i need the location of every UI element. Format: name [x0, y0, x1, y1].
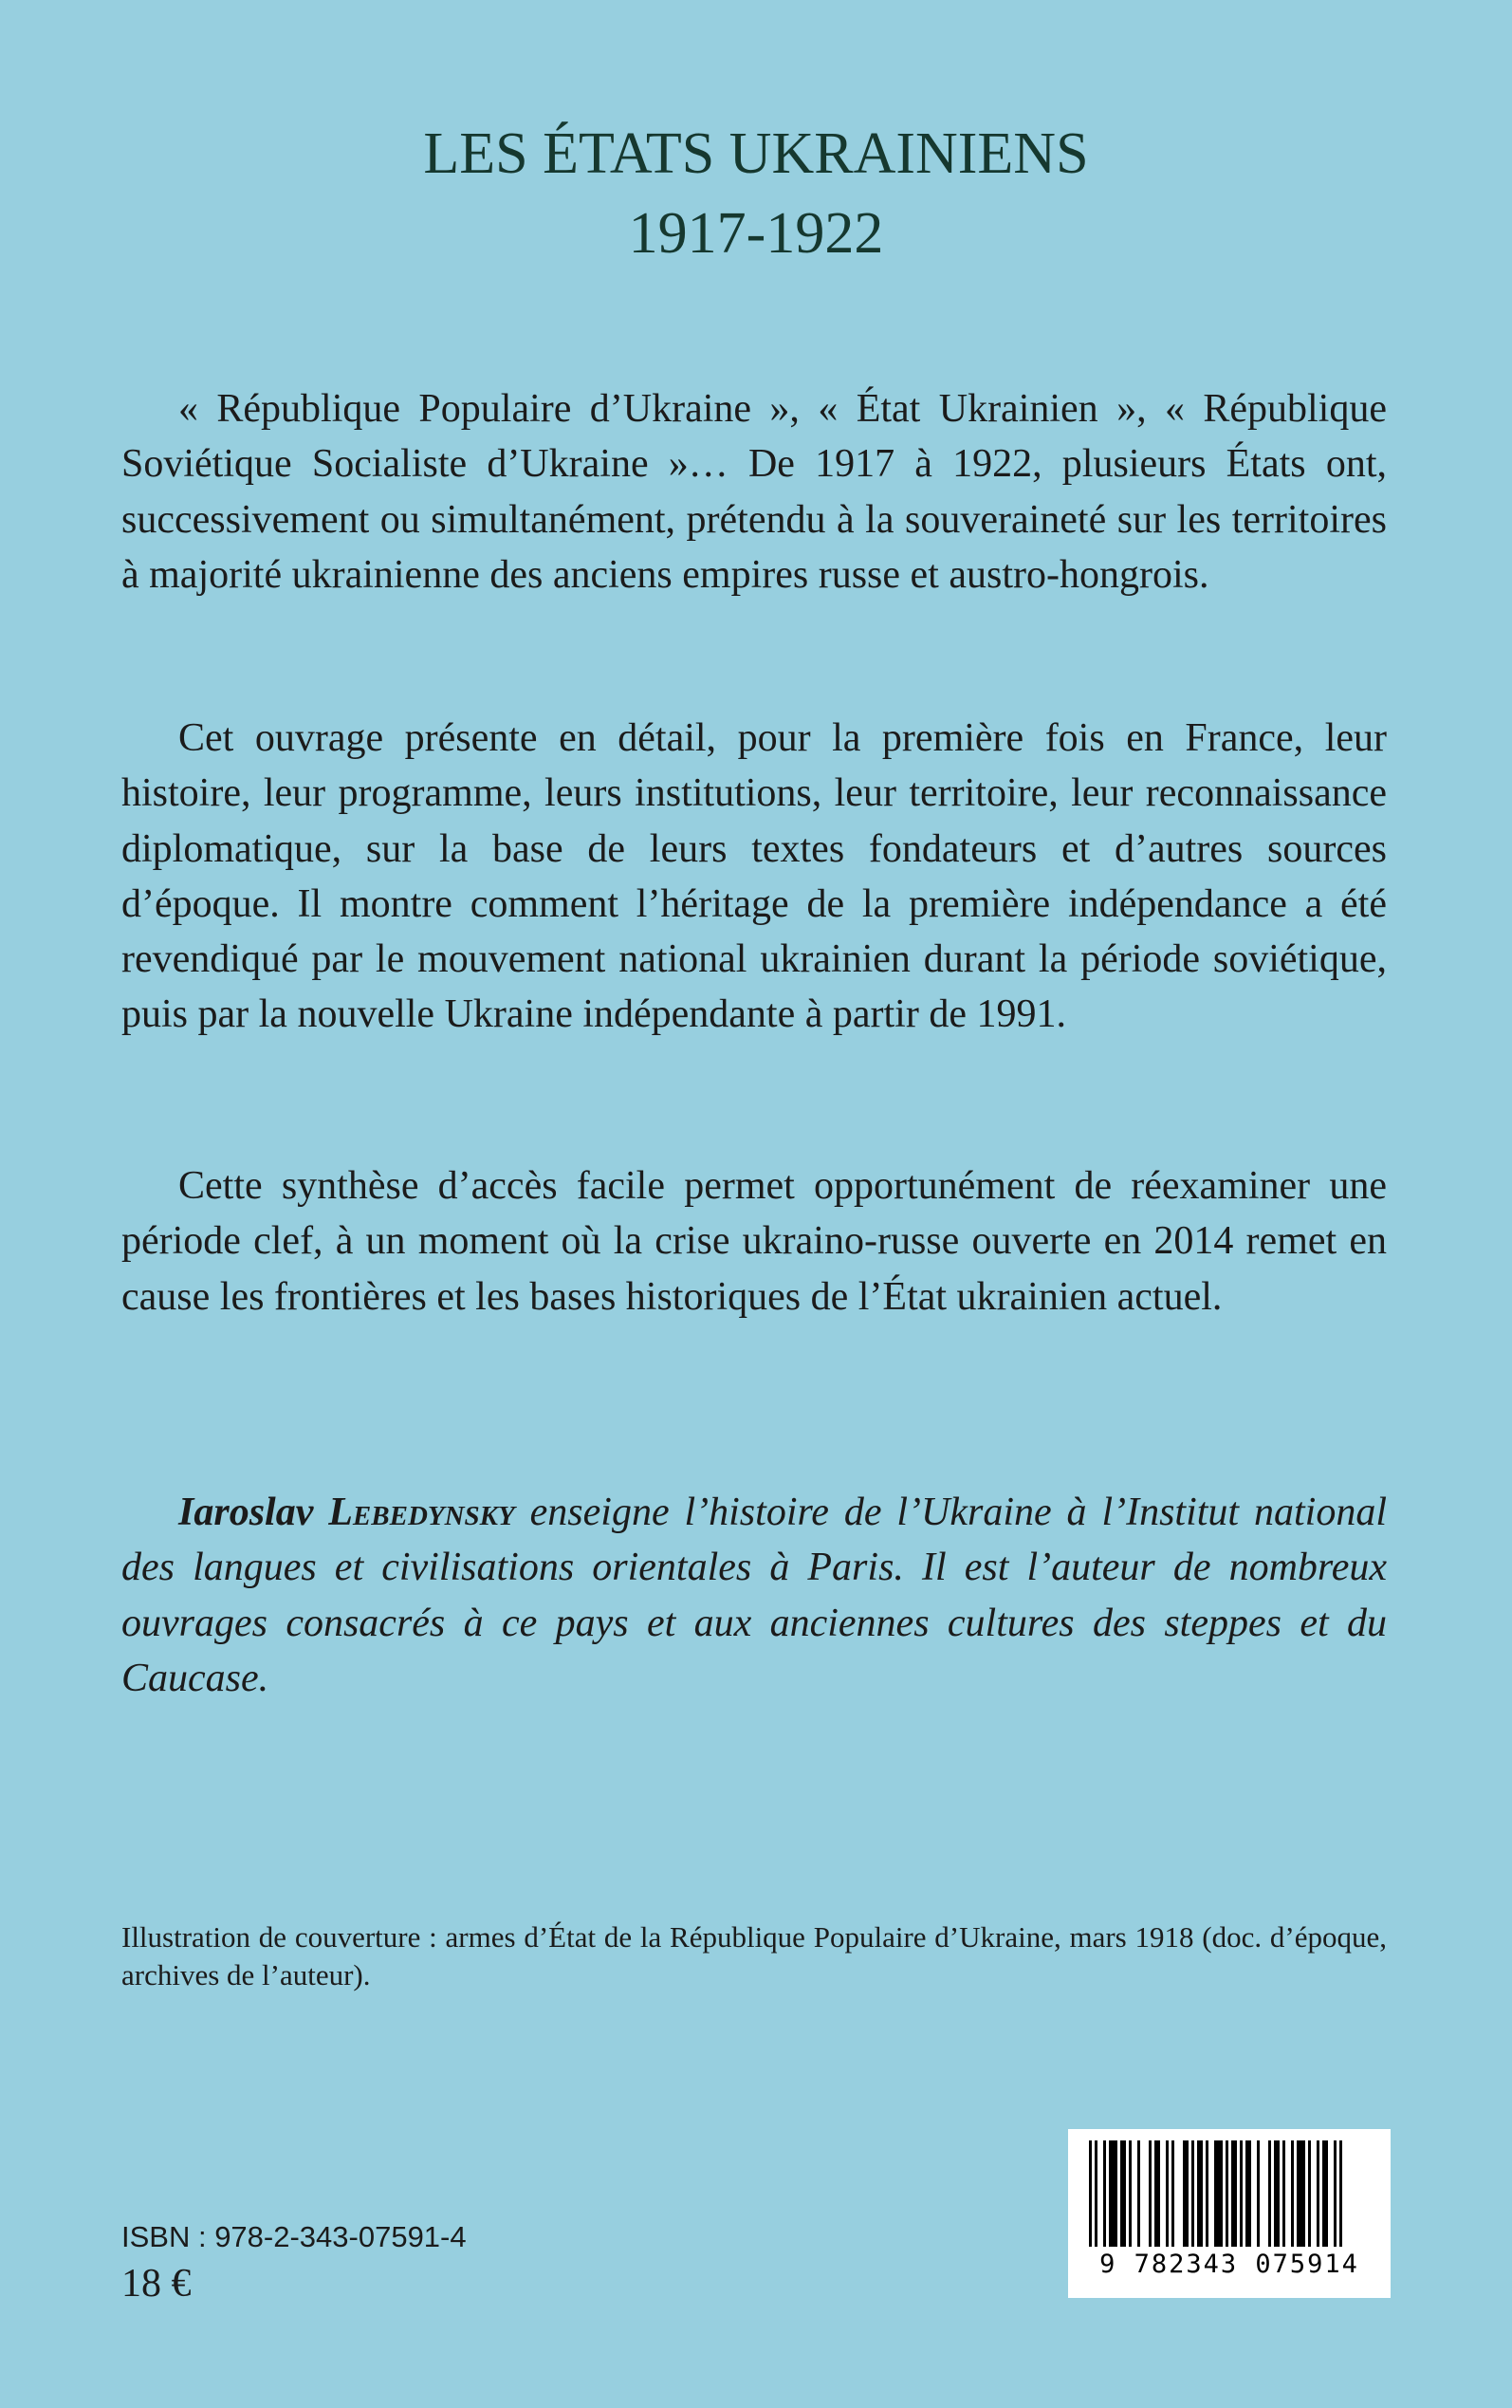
barcode-bar: [1183, 2140, 1189, 2247]
barcode-bar: [1089, 2140, 1092, 2247]
barcode-bar: [1166, 2140, 1169, 2247]
barcode-bar: [1274, 2140, 1280, 2247]
barcode-bar: [1129, 2140, 1132, 2247]
barcode-bar: [1214, 2140, 1223, 2247]
barcode-bar: [1317, 2140, 1319, 2247]
title-dates: 1917-1922: [628, 201, 884, 266]
barcode-bar: [1120, 2140, 1126, 2247]
barcode-bar: [1231, 2140, 1237, 2247]
barcode-bar: [1297, 2140, 1305, 2247]
barcode-bar: [1226, 2140, 1228, 2247]
barcode-bar: [1197, 2140, 1203, 2247]
barcode-bar: [1240, 2140, 1243, 2247]
author-surname: Lebedynsky: [328, 1491, 515, 1534]
barcode-bar: [1322, 2140, 1328, 2247]
barcode-bar: [1137, 2140, 1140, 2247]
barcode-bar: [1191, 2140, 1194, 2247]
barcode-bar: [1171, 2140, 1174, 2247]
book-title: [0, 114, 1512, 273]
price-label: 18 €: [121, 2262, 192, 2306]
blurb-paragraph-2: Cet ouvrage présente en détail, pour la première fois en France, leur histoire, leur programme, leurs institutions, leur territoire, leur reconnaissance diplomatique, sur la base de leurs textes fondateurs et d’autres sources d’époque. Il montre comment l’héritage de la première indépendance a été revendiqué par le mouvement national ukrainien durant la période soviétique, puis par la nouvelle Ukraine indépendante à partir de 1991.: [121, 716, 1387, 1037]
barcode-bar: [1268, 2140, 1271, 2247]
barcode-bar: [1291, 2140, 1294, 2247]
barcode-bar: [1149, 2140, 1152, 2247]
cover-illustration-caption: Illustration de couverture : armes d’État de la République Populaire d’Ukraine, mars 1918 (doc. d’époque, archives de l’auteur).: [121, 1920, 1387, 1991]
barcode-bar: [1334, 2140, 1337, 2247]
blurb-paragraph-1: « République Populaire d’Ukraine », « État Ukrainien », « République Soviétique Socialiste d’Ukraine »… De 1917 à 1922, plusieurs États ont, successivement ou simultanément, prétendu à la souveraineté sur les territoires à majorité ukrainienne des anciens empires russe et austro-hongrois.: [121, 387, 1387, 597]
blurb-paragraph-3: Cette synthèse d’accès facile permet opportunément de réexaminer une période clef, à un moment où la crise ukraino-russe ouverte en 2014 remet en cause les frontières et les bases historiques de l’État ukrainien actuel.: [121, 1164, 1387, 1319]
barcode-bar: [1154, 2140, 1160, 2247]
barcode-bar: [1095, 2140, 1097, 2247]
author-bio: [121, 1485, 1387, 1706]
barcode-bar: [1339, 2140, 1342, 2247]
author-first-name: Iaroslav: [178, 1491, 314, 1534]
barcode-digits: 9 782343 075914: [1099, 2250, 1359, 2279]
barcode-bar: [1308, 2140, 1311, 2247]
barcode-bar: [1282, 2140, 1285, 2247]
barcode: [1068, 2129, 1391, 2298]
isbn-label: ISBN : 978-2-343-07591-4: [121, 2220, 467, 2253]
author-bio-text: enseigne l’histoire de l’Ukraine à l’Institut national des langues et civilisations orientales à Paris. Il est l’auteur de nombreux ouvrages consacrés à ce pays et aux anciennes cultures des steppes et du Caucase.: [121, 1491, 1388, 1700]
barcode-bar: [1245, 2140, 1251, 2247]
barcode-bar: [1206, 2140, 1208, 2247]
barcode-bar: [1103, 2140, 1106, 2247]
barcode-bar: [1257, 2140, 1260, 2247]
title-main: LES ÉTATS UKRAINIENS: [423, 121, 1089, 186]
barcode-bar: [1109, 2140, 1117, 2247]
